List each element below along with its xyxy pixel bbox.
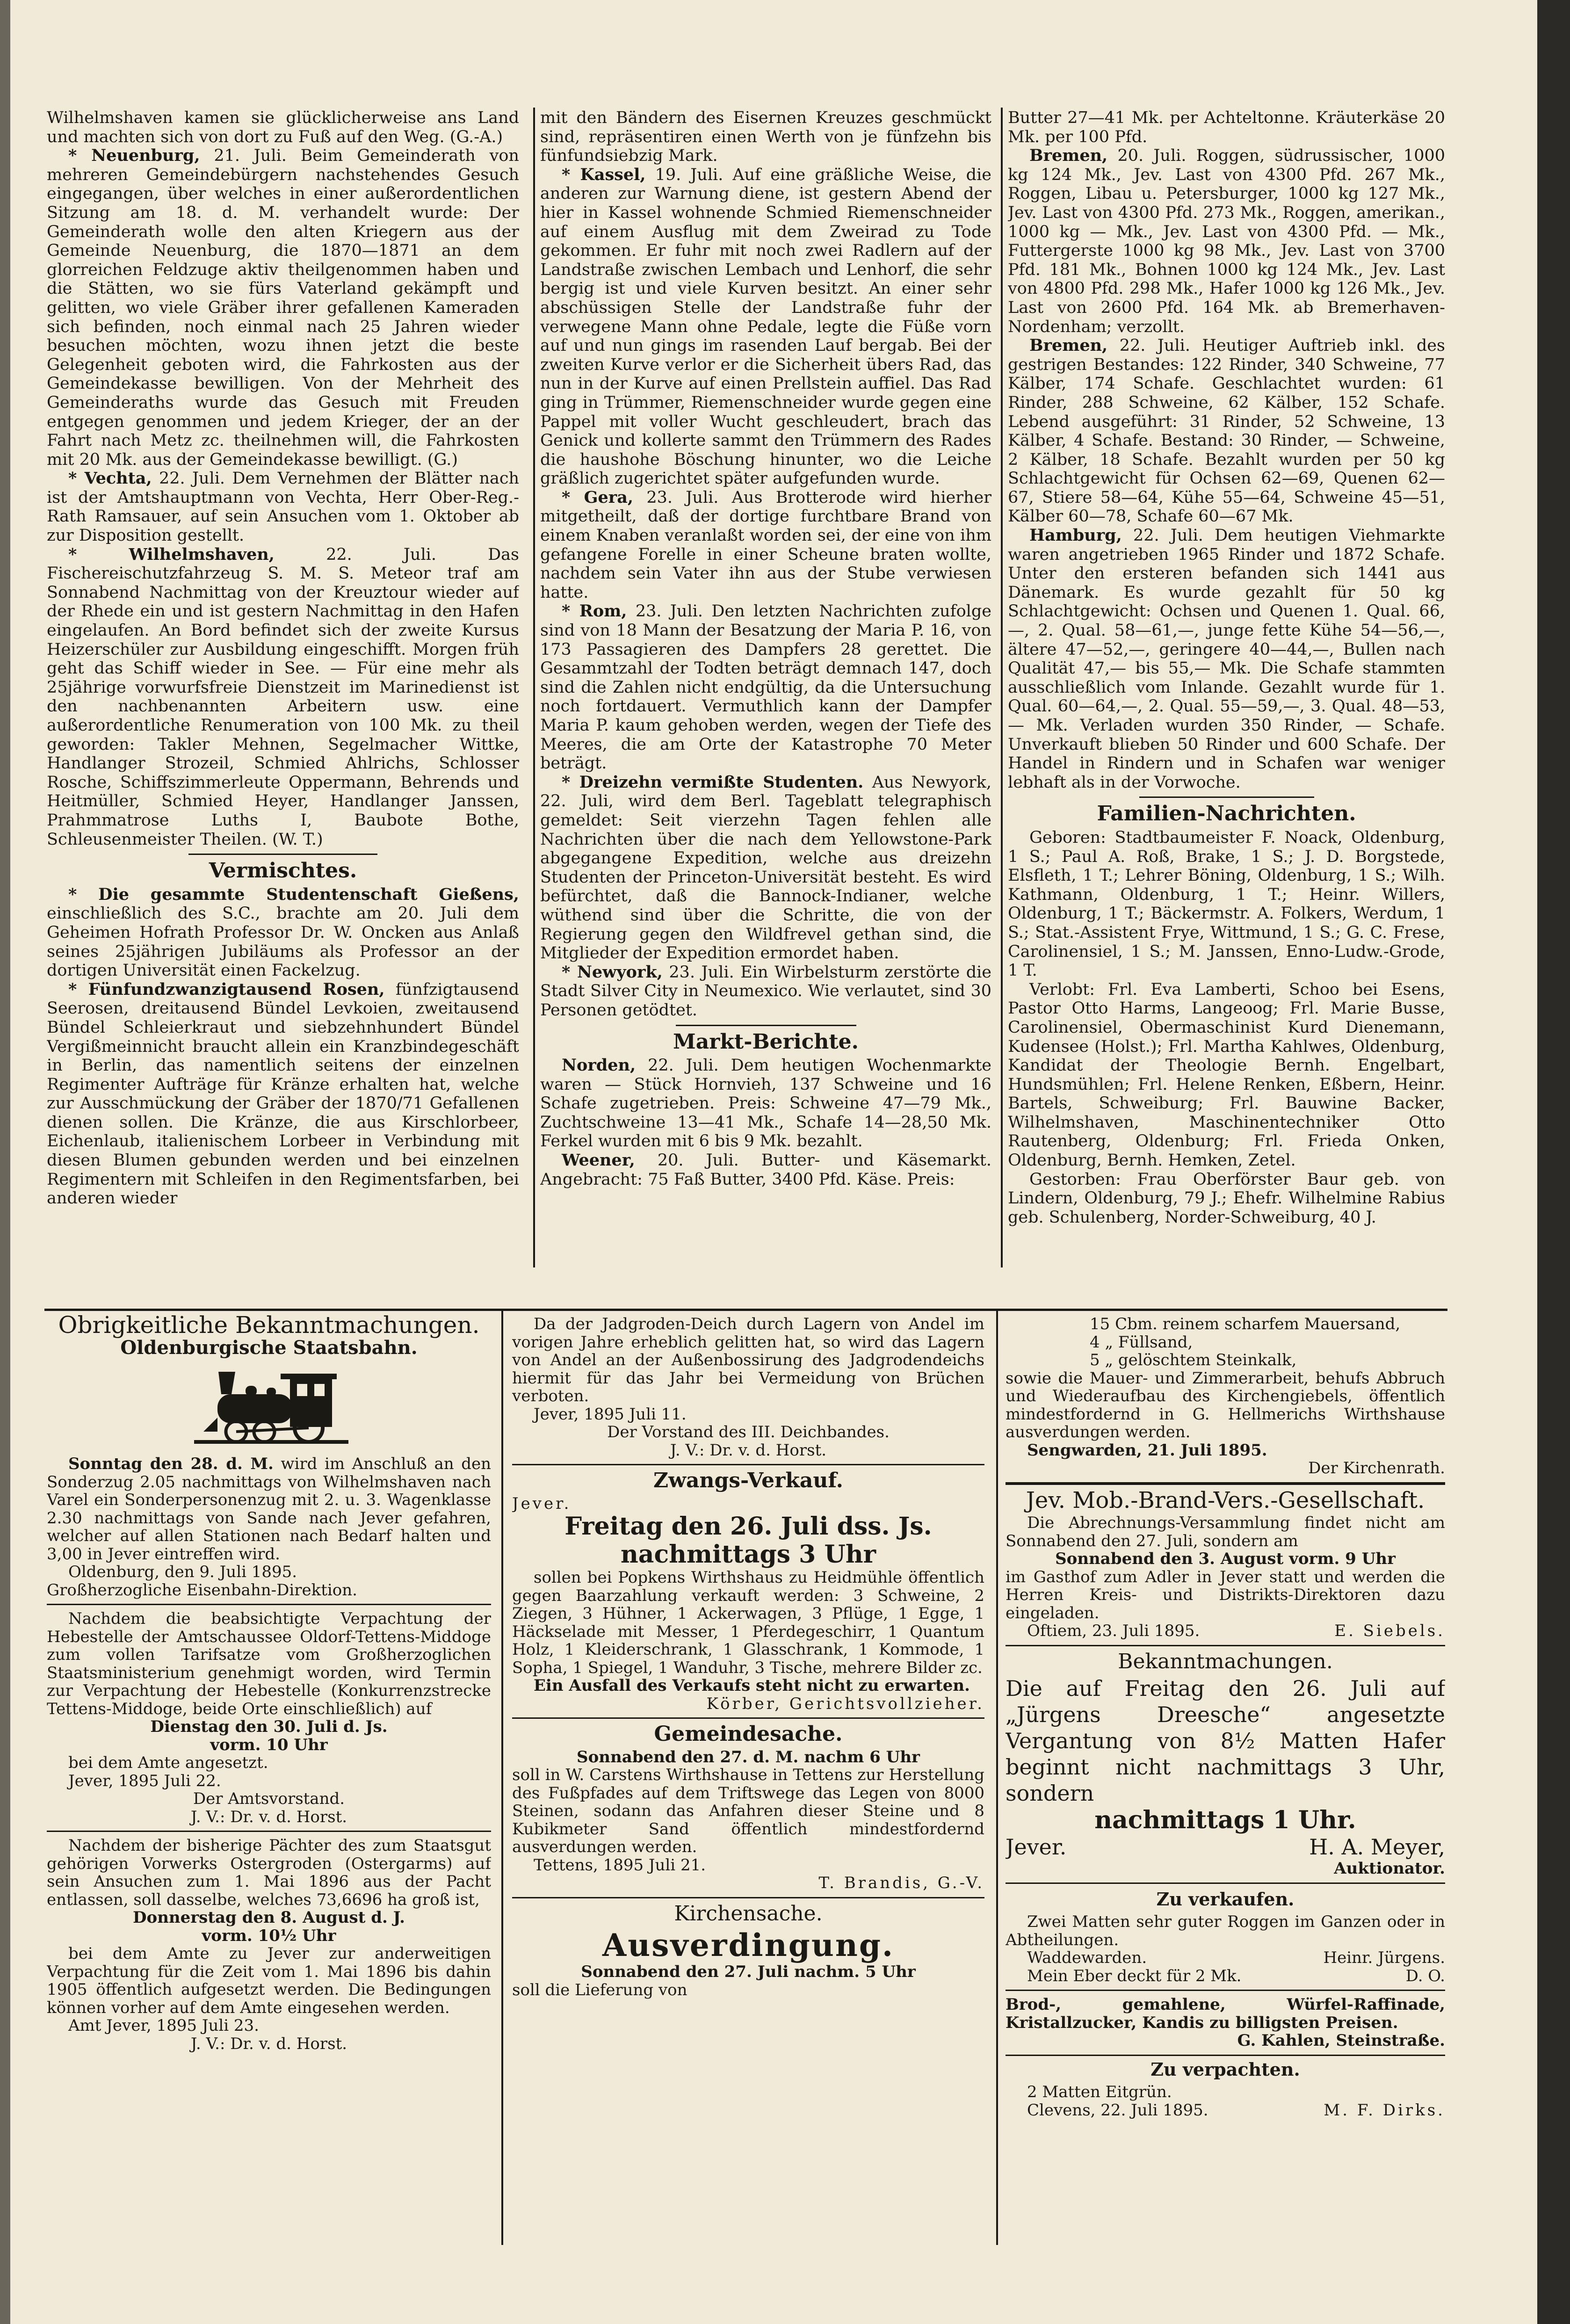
ad-zwang-date: Freitag den 26. Juli dss. Js.	[564, 1512, 932, 1541]
market-weener-end: Butter 27—41 Mk. per Achteltonne. Kräuterkäse 20 Mk. per 100 Pfd.	[1008, 109, 1445, 146]
ad-bek-time: nachmittags 1 Uhr.	[1094, 1806, 1356, 1834]
rule	[1006, 1882, 1445, 1884]
ad-pacht-sign-line	[1006, 2101, 1445, 2120]
ad-ostergroden-place: Amt Jever, 1895 Juli 23.	[68, 2016, 259, 2035]
ad-eber-sign: D. O.	[1405, 1966, 1445, 1985]
rule	[1006, 1645, 1445, 1646]
ad-heading-verpachten: Zu verpachten.	[1150, 2058, 1300, 2080]
ad-column-3	[1006, 1315, 1445, 2279]
ad-gemeinde-date	[512, 1748, 984, 1767]
news-wilhelmshaven-end: Wilhelmshaven kamen sie glücklicherweise ans Land und machten sich von dort zu Fuß auf den Weg. (G.-A.)	[47, 109, 519, 146]
ad-hebestelle-tail: bei dem Amte angesetzt.	[68, 1753, 268, 1772]
ad-zwang-place: Jever.	[512, 1494, 572, 1513]
ad-eber: Mein Eber deckt für 2 Mk.	[1027, 1966, 1242, 1985]
ad-hebestelle-date-text: Dienstag den 30. Juli d. Js.	[150, 1717, 388, 1736]
lead-rosen: * Fünfundzwanzigtausend Rosen,	[68, 979, 385, 999]
rule	[676, 1025, 856, 1026]
market-norden	[540, 1056, 991, 1151]
market-bremen-grain	[1008, 146, 1445, 336]
ad-hebestelle-time	[47, 1736, 491, 1754]
rule	[512, 1464, 984, 1465]
ad-pacht-place: Clevens, 22. Juli 1895.	[1027, 2100, 1208, 2120]
market-hamburg-text: 22. Juli. Dem heutigen Viehmarkte waren angetrieben 1965 Rinder und 1872 Schafe. Unter den ersteren befanden sich 1441 aus Dänemark. Es wurde gezahlt für 50 kg Schlachtgewicht: Ochsen und Quenen 1. Qual. 66,—, 2. Qual. 58—61,—, junge fette Kühe 54—56,—, ältere 47—52,—, geringere 40—44,—, Bullen nach Qualität 47,— bis 55,— Mk. Die Schafe stammten ausschließlich vom Inlande. Gezahlt wurde für 1. Qual. 60—64,—, 2. Qual. 55—59,—, 3. Qual. 48—53,— Mk. Verladen wurden 350 Rinder, — Schafe. Unverkauft blieben 50 Rinder und 600 Schafe. Der Handel in Rindern und in Schafen war weniger lebhaft als in der Vorwoche.	[1008, 526, 1445, 792]
rule	[1006, 2055, 1445, 2056]
ad-heading-zwangsverkauf: Zwangs-Verkauf.	[653, 1469, 844, 1492]
ad-sonderzug-date: Sonntag den 28. d. M.	[68, 1455, 274, 1473]
ad-zwang-note-text: Ein Ausfall des Verkaufs steht nicht zu erwarten.	[534, 1676, 970, 1695]
news-kassel	[540, 166, 991, 488]
news-vechta	[47, 469, 519, 545]
ad-sand-place	[1006, 1441, 1445, 1460]
news-gera-text: 23. Juli. Aus Brotterode wird hierher mitgetheilt, daß der dortige furchtbare Brand von einem Knaben veranlaßt worden sei, der eine von ihm gefangene Forelle in einer Scheune braten wollte, nachdem sein Vater ihn aus der Stube verwiesen hatte.	[540, 488, 991, 602]
ad-hebestelle-time-text: vorm. 10 Uhr	[210, 1735, 328, 1754]
ad-zucker-text: Brod-, gemahlene, Würfel-Raffinade, Kristallzucker, Kandis zu billigsten Preisen.	[1006, 1995, 1445, 2032]
ad-heading-gemeindesache: Gemeindesache.	[654, 1722, 843, 1746]
ad-sonderzug-text: wird im Anschluß an den Sonderzug 2.05 nachmittags von Wilhelmshaven nach Varel ein Sonderpersonenzug mit 2. u. 3. Wagenklasse 2.30 nachmittags von Sande nach Jever gefahren, welcher auf allen Stationen nach Bedarf halten und 3,00 in Jever eintreffen wird.	[47, 1455, 491, 1564]
ad-brand-sign: E. Siebels.	[1334, 1622, 1445, 1640]
ad-column-1	[47, 1315, 491, 2279]
market-norden-text: 22. Juli. Dem heutigen Wochenmarkte waren — Stück Hornvieh, 137 Schweine und 16 Schafe zugetrieben. Preis: Schweine 47—79 Mk., Zuchtschweine 13—41 Mk., Schafe 14—28,50 Mk. Ferkel wurden mit 6 bis 9 Mk. bezahlt.	[540, 1056, 991, 1151]
news-newyork-text: 23. Juli. Ein Wirbelsturm zerstörte die Stadt Silver City in Neumexico. Wie verlautet, sind 30 Personen getödtet.	[540, 963, 991, 1020]
place-bremen: Bremen,	[1029, 146, 1108, 166]
place-wilhelmshaven: * Wilhelmshaven,	[68, 544, 275, 564]
news-column-1	[47, 109, 519, 1306]
ad-column-2	[512, 1315, 984, 2279]
news-vechta-text: 22. Juli. Dem Vernehmen der Blätter nach ist der Amtshauptmann von Vechta, Herr Ober-Reg.-Rath Ramsauer, auf sein Ansuchen vom 1. Oktober ab zur Disposition gestellt.	[47, 469, 519, 545]
ad-gemeinde-date-text: Sonnabend den 27. d. M. nachm 6 Uhr	[577, 1747, 920, 1767]
ad-brand-place: Oftiem, 23. Juli 1895.	[1027, 1622, 1200, 1640]
ad-deich-sign1: Der Vorstand des III. Deichbandes.	[607, 1423, 890, 1441]
family-births: Geboren: Stadtbaumeister F. Noack, Oldenburg, 1 S.; Paul A. Roß, Brake, 1 S.; J. D. Borgstede, Elsfleth, 1 T.; Lehrer Böning, Oldenburg, 1 S.; Wilh. Kathmann, Oldenburg, 1 T.; Heinr. Willers, Oldenburg, 1 T.; Bäckermstr. A. Folkers, Werdum, 1 S.; Stat.-Assistent Frye, Wittmund, 1 S.; G. C. Frese, Carolinensiel, 1 S.; M. Janssen, Enno-Ludw.-Grode, 1 T.	[1008, 828, 1445, 980]
ad-zwang-time: nachmittags 3 Uhr	[620, 1540, 876, 1569]
ad-sonderzug-sign: Großherzogliche Eisenbahn-Direktion.	[47, 1580, 357, 1600]
ad-zucker-sign	[1006, 2032, 1445, 2050]
rule	[512, 1897, 984, 1898]
lead-studenten: * Dreizehn vermißte Studenten.	[562, 772, 864, 792]
ad-gemeinde-place: Tettens, 1895 Juli 21.	[534, 1855, 706, 1875]
ad-bek-role	[1006, 1860, 1445, 1878]
ad-sand-sign: Der Kirchenrath.	[1308, 1459, 1445, 1477]
news-neuenburg-text: 21. Juli. Beim Gemeinderath von mehreren Gemeindebürgern nachstehendes Gesuch eingegangen, über welches in einer außerordentlichen Sitzung am 18. d. M. verhandelt wurde: Der Gemeinderath wolle den alten Kriegern aus der Gemeinde Neuenburg, die 1870—1871 an dem glorreichen Feldzuge aktiv theilgenommen haben und die Stätten, wo sie fürs Vaterland gekämpft und gelitten, wo viele Gräber ihrer gefallenen Kameraden sich befinden, noch einmal nach 25 Jahren wieder besuchen möchten, wozu ihnen jetzt die beste Gelegenheit geboten wird, die Fahrkosten aus der Gemeindekasse bewilligen. Von der Mehrheit des Gemeinderaths wurde das Gesuch mit Freuden entgegen genommen und jedem Krieger, der an der Fahrt nach Metz zc. theilnehmen will, die Fahrkosten mit 20 Mk. aus der Gemeindekasse bewilligt. (G.)	[47, 146, 519, 469]
ad-sand-line2: 4 „ Füllsand,	[1090, 1332, 1193, 1352]
rule	[512, 1717, 984, 1719]
ad-zwang-sign: Körber, Gerichtsvollzieher.	[706, 1694, 984, 1713]
ad-gemeinde-text: soll in W. Carstens Wirthshause in Tettens zur Herstellung des Fußpfades auf dem Triftswege das Legen von 8000 Steinen, sodann das Anfahren dieser Steine und 8 Kubikmeter Sand öffentlich mindestfordernd ausverdungen werden.	[512, 1766, 984, 1856]
news-rom-text: 23. Juli. Den letzten Nachrichten zufolge sind von 18 Mann der Besatzung der Maria P. 16, von 173 Passagieren des Dampfers 28 gerettet. Die Gesammtzahl der Todten beträgt demnach 147, doch sind die Zahlen nicht endgültig, da die Untersuchung noch fortdauert. Vermuthlich kann der Dampfer Maria P. kaum gehoben werden, wegen der Tiefe des Meeres, die am Orte der Katastrophe 70 Meter beträgt.	[540, 602, 991, 773]
ad-ostergroden-time	[47, 1927, 491, 1945]
news-studenten-text: Aus Newyork, 22. Juli, wird dem Berl. Tageblatt telegraphisch gemeldet: Seit vierzehn Tagen fehlen alle Nachrichten über die nach dem Yellowstone-Park abgegangene Expedition, welche aus dreizehn Studenten der Princeton-Universität besteht. Es wird befürchtet, daß die Bannock-Indianer, welche wüthend sind über die Schritte, die von der Regierung gegen den Wildfrevel gethan sind, die Mitglieder der Expedition ermordet haben.	[540, 773, 991, 963]
ad-ausverdingung: Ausverdingung.	[602, 1927, 894, 1963]
news-kassel-text: 19. Juli. Auf eine gräßliche Weise, die anderen zur Warnung diene, ist gestern Abend der hier in Kassel wohnende Schmied Riemenschneider auf einem Ausflug mit dem Zweirad zu Tode gekommen. Er fuhr mit noch zwei Radlern auf der Landstraße zwischen Lembach und Lenhorf, die sehr bergig ist und viele Kurven besitzt. An einer sehr abschüssigen Stelle der Landstraße fuhr der verwegene Mann ohne Pedale, legte die Füße vorn auf und nun gings im rasenden Lauf bergab. Bei der zweiten Kurve verlor er die Sicherheit übers Rad, das nun in der Kurve auf einen Prellstein auffiel. Das Rad ging in Trümmer, Riemenschneider wurde gegen eine Pappel mit voller Wucht geschleudert, brach das Genick und kollerte sammt den Trümmern des Rades die haushohe Böschung hinunter, wo die Leiche gräßlich zugerichtet später aufgefunden wurde.	[540, 165, 991, 488]
ad-brand-place-line	[1006, 1622, 1445, 1640]
ads-heading-obrigkeitlich: Obrigkeitliche Bekanntmachungen.	[58, 1315, 480, 1339]
ad-sonderzug	[47, 1455, 491, 1563]
ads-subheading-staatsbahn: Oldenburgische Staatsbahn.	[120, 1336, 418, 1359]
scan-edge	[1537, 0, 1570, 2324]
ad-sand-line1: 15 Cbm. reinem scharfem Mauersand,	[1090, 1315, 1401, 1333]
place-newyork: * Newyork,	[562, 962, 663, 982]
ad-deich-sign2: J. V.: Dr. v. d. Horst.	[670, 1441, 827, 1460]
ad-deich-place: Jever, 1895 Juli 11.	[534, 1405, 687, 1424]
news-wilhelmshaven-text: 22. Juli. Das Fischereischutzfahrzeug S. M. S. Meteor traf am Sonnabend Nachmittag von der Kreuztour wieder auf der Rhede ein und ist gestern Nachmittag in den Hafen eingelaufen. An Bord befindet sich der zweite Kursus Heizerschüler zur Ausbildung eingeschifft. Morgen früh geht das Schiff wieder in See. — Für eine mehr als 25jährige vorwurfsfreie Dienstzeit im Marinedienst ist den nachbenannten Arbeitern usw. eine außerordentliche Renumeration von 100 Mk. zu theil geworden: Takler Mehnen, Segelmacher Wittke, Handlanger Strozeil, Schmied Ahlrichs, Schlosser Rosche, Schiffszimmerleute Oppermann, Behrends und Heitmüller, Schmied Heyer, Handlanger Janssen, Prahmmatrose Luths I, Baubote Bothe, Schleusenmeister Theilen. (W. T.)	[47, 545, 519, 849]
market-bremen-cattle-text: 22. Juli. Heutiger Auftrieb inkl. des gestrigen Bestandes: 122 Rinder, 340 Schweine, 77 Kälber, 174 Schafe. Geschlachtet wurden: 61 Rinder, 288 Schweine, 62 Kälber, 152 Schafe. Lebend ausgeführt: 31 Rinder, 52 Schweine, 13 Kälber, 4 Schafe. Bestand: 30 Rinder, — Schweine, 2 Kälber, 18 Schafe. Bezahlt wurden per 50 kg Schlachtgewicht für Ochsen 62—69, Quenen 62—67, Stiere 58—64, Kühe 55—64, Schweine 45—51, Kälber 60—78, Schafe 60—67 Mk.	[1008, 336, 1445, 526]
news-giessen	[47, 885, 519, 980]
news-newyork	[540, 963, 991, 1020]
ad-bek-sign-line	[1006, 1834, 1445, 1860]
place-hamburg: Hamburg,	[1029, 526, 1122, 545]
ad-verk-sign: Heinr. Jürgens.	[1323, 1948, 1445, 1967]
section-heading-vermischtes: Vermischtes.	[209, 859, 357, 883]
news-rosen-text: fünfzigtausend Seerosen, dreitausend Bündel Levkoien, zweitausend Bündel Schleierkraut und siebzehnhundert Bündel Vergißmeinnicht braucht allein ein Kranzbindegeschäft in Berlin, das namentlich seitens der einzelnen Regimenter Aufträge für Kränze erhalten hat, welche zur Ausschmückung der Gräber der 1870/71 Gefallenen dienen sollen. Die Kränze, die aus Kirschlorbeer, Eichenlaub, italienischem Lorbeer in Verbindung mit diesen Blumen gebunden werden und bei einzelnen Regimentern mit Schleifen in den Regimentsfarben, bei anderen wieder	[47, 980, 519, 1208]
ad-deich: Da der Jadgroden-Deich durch Lagern von Andel im vorigen Jahre erheblich gelitten hat, so wird das Lagern von Andel an der Außenbossirung des Jadgrodendeichs hiermit für das Jahr bei Vermeidung von Brüchen verboten.	[512, 1315, 984, 1405]
ad-verk-text: Zwei Matten sehr guter Roggen im Ganzen oder in Abtheilungen.	[1006, 1912, 1445, 1949]
market-weener	[540, 1151, 991, 1189]
lead-giessen: * Die gesammte Studentenschaft Gießens,	[68, 884, 519, 904]
ad-kirchen-text: soll die Lieferung von	[512, 1980, 687, 1999]
place-norden: Norden,	[562, 1056, 636, 1075]
ad-brand-date-text: Sonnabend den 3. August vorm. 9 Uhr	[1055, 1549, 1396, 1568]
ad-sand-line3: 5 „ gelöschtem Steinkalk,	[1090, 1351, 1297, 1369]
ad-hebestelle-date	[47, 1718, 491, 1736]
place-weener: Weener,	[562, 1151, 635, 1170]
ad-hebestelle-sign1: Der Amtsvorstand.	[193, 1789, 345, 1808]
news-gera	[540, 488, 991, 602]
market-bremen-cattle	[1008, 336, 1445, 526]
ad-hebestelle-sign2: J. V.: Dr. v. d. Horst.	[190, 1807, 347, 1826]
column-rule-1	[533, 108, 535, 1267]
family-deaths: Gestorben: Frau Oberförster Baur geb. von Lindern, Oldenburg, 79 J.; Ehefr. Wilhelmine Rabius geb. Schulenberg, Norder-Schweiburg, 40 J.	[1008, 1170, 1445, 1227]
ad-bek-role-text: Auktionator.	[1334, 1859, 1445, 1878]
place-gera: * Gera,	[562, 487, 634, 507]
ad-bek-text: Die auf Freitag den 26. Juli auf „Jürgens Dreesche“ angesetzte Vergantung von 8½ Matten Hafer beginnt nicht nachmittags 3 Uhr, sondern	[1006, 1676, 1445, 1806]
ad-heading-brandvers: Jev. Mob.-Brand-Vers.-Gesellschaft.	[1026, 1487, 1425, 1513]
ad-hebestelle-place: Jever, 1895 Juli 22.	[68, 1771, 221, 1790]
market-bremen-grain-text: 20. Juli. Roggen, südrussischer, 1000 kg 124 Mk., Jev. Last von 4300 Pfd. 267 Mk., Roggen, Libau u. Petersburger, 1000 kg 127 Mk., Jev. Last von 4300 Pfd. 273 Mk., Roggen, amerikan., 1000 kg — Mk., Jev. Last von 4300 Pfd. — Mk., Futtergerste 1000 kg 98 Mk., Jev. Last von 3700 Pfd. 181 Mk., Bohnen 1000 kg 124 Mk., Jev. Last von 4800 Pfd. 298 Mk., Hafer 1000 kg 126 Mk., Jev. Last von 2600 Pfd. 164 Mk. ab Bremerhaven-Nordenham; verzollt.	[1008, 146, 1445, 336]
rule	[1006, 1482, 1445, 1485]
ad-brand-date	[1006, 1550, 1445, 1568]
rule	[1006, 1990, 1445, 1991]
market-hamburg	[1008, 526, 1445, 792]
rule	[47, 1831, 491, 1832]
ad-heading-bekanntmachungen: Bekanntmachungen.	[1118, 1649, 1333, 1673]
ad-eber-line	[1006, 1967, 1445, 1985]
rule	[188, 854, 377, 855]
family-engagements: Verlobt: Frl. Eva Lamberti, Schoo bei Esens, Pastor Otto Harms, Langeoog; Frl. Marie Busse, Carolinensiel, Obermaschinist Kurd Dienemann, Kudensee (Holst.); Frl. Martha Kahlwes, Oldenburg, Kandidat der Theologie Bernh. Engelbart, Hundsmühlen; Frl. Helene Renken, Eßbern, Heinr. Bartels, Schweiburg; Frl. Bauwine Backer, Wilhelmshaven, Maschinentechniker Otto Rautenberg, Oldenburg; Frl. Frieda Onken, Oldenburg, Bernh. Hemken, Zetel.	[1008, 980, 1445, 1170]
ad-verk-place: Waddewarden.	[1027, 1948, 1147, 1967]
market-weener-text: 20. Juli. Butter- und Käsemarkt. Angebracht: 75 Faß Butter, 3400 Pfd. Käse. Preis:	[540, 1151, 991, 1189]
ad-zwang-note	[512, 1677, 984, 1695]
news-studenten	[540, 773, 991, 963]
place-neuenburg: * Neuenburg,	[68, 146, 200, 166]
ad-hebestelle: Nachdem die beabsichtigte Verpachtung der Hebestelle der Amtschaussee Oldorf-Tettens-Middoge zum vollen Tarifsatze vom Großherzoglichen Staatsministerium genehmigt worden, wird Termin zur Verpachtung der Hebestelle (Konkurrenzstrecke Tettens-Middoge, beide Orte einschließlich) auf	[47, 1609, 491, 1718]
column-rule-2	[1001, 108, 1003, 1267]
rule	[47, 1604, 491, 1605]
ad-ostergroden-sign: J. V.: Dr. v. d. Horst.	[190, 2034, 347, 2053]
section-heading-markt: Markt-Berichte.	[673, 1029, 859, 1054]
place-vechta: * Vechta,	[68, 469, 152, 488]
ad-bek-place: Jever.	[1006, 1834, 1067, 1860]
ad-sonderzug-date-line: Oldenburg, den 9. Juli 1895.	[68, 1563, 297, 1581]
news-giessen-text: einschließlich des S.C., brachte am 20. Juli dem Geheimen Hofrath Professor Dr. W. Oncken aus Anlaß seines 25jährigen Jubiläums als Professor an der dortigen Universität einen Fackelzug.	[47, 904, 519, 980]
place-kassel: * Kassel,	[562, 165, 646, 184]
ad-brand-tail: im Gasthof zum Adler in Jever statt und werden die Herren Kreis- und Distrikts-Direktoren dazu eingeladen.	[1006, 1567, 1445, 1622]
news-column-2	[540, 109, 991, 1306]
ad-ostergroden-time-text: vorm. 10½ Uhr	[202, 1926, 336, 1945]
ad-sand-text: sowie die Mauer- und Zimmerarbeit, behufs Abbruch und Wiederaufbau des Kirchengiebels, öffentlich mindestfordernd in G. Hellmerichs Wirthshause ausverdungen werden.	[1006, 1368, 1445, 1441]
ad-kirchen-date-text: Sonnabend den 27. Juli nachm. 5 Uhr	[581, 1962, 916, 1981]
ad-heading-verkaufen: Zu verkaufen.	[1156, 1888, 1295, 1910]
ad-ostergroden: Nachdem der bisherige Pächter des zum Staatsgut gehörigen Vorwerks Ostergroden (Ostergarms) auf sein Ansuchen zum 1. Mai 1896 aus der Pacht entlassen, soll dasselbe, welches 73,6696 ha groß ist,	[47, 1836, 491, 1909]
news-wilhelmshaven	[47, 545, 519, 849]
ad-heading-kirchensache: Kirchensache.	[674, 1901, 823, 1926]
ad-gemeinde-sign: T. Brandis, G.-V.	[818, 1874, 984, 1892]
section-divider	[44, 1309, 1447, 1311]
ad-brand-text: Die Abrechnungs-Versammlung findet nicht am Sonnabend den 27. Juli, sondern am	[1006, 1513, 1445, 1550]
ad-zucker	[1006, 1996, 1445, 2032]
ad-bek-sign: H. A. Meyer,	[1309, 1834, 1445, 1860]
ad-pacht-text: 2 Matten Eitgrün.	[1027, 2083, 1172, 2101]
news-rom	[540, 602, 991, 773]
rule	[1139, 796, 1314, 798]
binding-gutter	[0, 0, 10, 2324]
section-heading-familien: Familien-Nachrichten.	[1097, 802, 1356, 826]
news-column-3	[1008, 109, 1445, 1306]
place-rom: * Rom,	[562, 601, 627, 621]
ad-kirchen-date	[512, 1963, 984, 1981]
news-rosen	[47, 980, 519, 1208]
ad-sand-place-text: Sengwarden, 21. Juli 1895.	[1027, 1441, 1267, 1460]
news-neuenburg	[47, 146, 519, 469]
ad-zwang-text: sollen bei Popkens Wirthshaus zu Heidmühle öffentlich gegen Baarzahlung verkauft werden: 3 Schweine, 2 Ziegen, 3 Hühner, 1 Ackerwagen, 3 Pflüge, 1 Egge, 1 Häckselade mit Messer, 1 Pferdegeschirr, 1 Quantum Holz, 1 Kleiderschrank, 1 Glasschrank, 1 Kommode, 1 Sopha, 1 Spiegel, 1 Wanduhr, 3 Tische, mehrere Bilder zc.	[512, 1568, 984, 1677]
ad-pacht-sign: M. F. Dirks.	[1324, 2100, 1445, 2120]
ad-verk-sign-line	[1006, 1949, 1445, 1967]
place-bremen-2: Bremen,	[1029, 336, 1108, 355]
ad-column-rule-1	[501, 1310, 503, 2245]
locomotive-icon	[185, 1361, 353, 1450]
ad-ostergroden-date-text: Donnerstag den 8. August d. J.	[133, 1908, 405, 1927]
ad-ostergroden-date	[47, 1909, 491, 1927]
news-rosen-end: mit den Bändern des Eisernen Kreuzes geschmückt sind, repräsentiren einen Werth von je fünfzehn bis fünfundsiebzig Mark.	[540, 109, 991, 166]
ad-zucker-sign-text: G. Kahlen, Steinstraße.	[1237, 2031, 1445, 2050]
ad-column-rule-2	[996, 1310, 998, 2245]
ad-ostergroden-tail: bei dem Amte zu Jever zur anderweitigen Verpachtung für die Zeit vom 1. Mai 1896 bis dahin 1905 öffentlich aufgesetzt werden. Die Bedingungen können vorher auf dem Amte eingesehen werden.	[47, 1944, 491, 2017]
